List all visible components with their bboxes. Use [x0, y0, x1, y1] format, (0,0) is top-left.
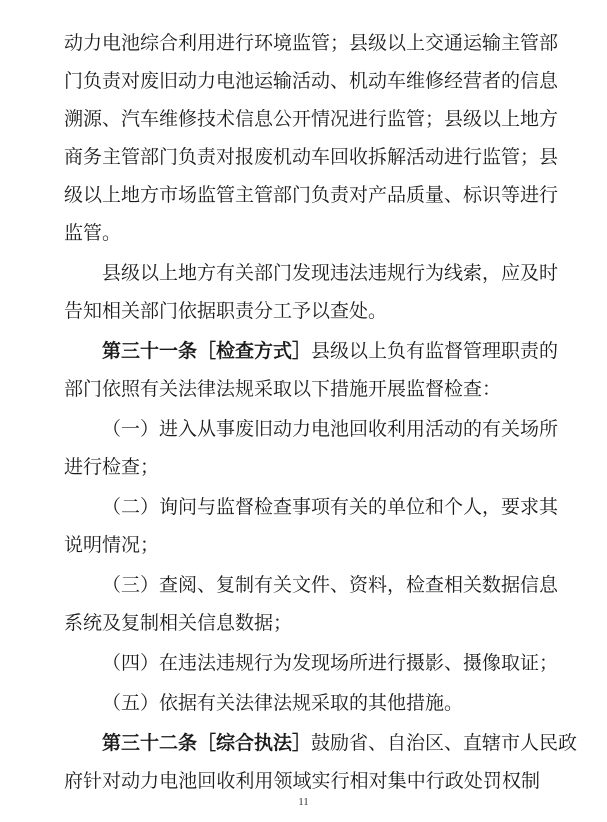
article-32-heading-line	[102, 726, 578, 760]
paragraph-line: 府针对动力电池回收利用领域实行相对集中行政处罚权制	[64, 770, 540, 792]
paragraph-line: 商务主管部门负责对报废机动车回收拆解活动进行监管；县	[64, 146, 559, 168]
list-item-line: 说明情况；	[64, 534, 160, 556]
list-item-line: （二）询问与监督检查事项有关的单位和个人，要求其	[102, 496, 559, 518]
article-32-title: 第三十二条［综合执法］	[102, 732, 312, 754]
paragraph-line: 溯源、汽车维修技术信息公开情况进行监管；县级以上地方	[64, 108, 559, 130]
list-item-line: （三）查阅、复制有关文件、资料，检查相关数据信息	[102, 574, 559, 596]
paragraph-line: 监管。	[64, 222, 122, 244]
paragraph-line: 县级以上地方有关部门发现违法违规行为线索，应及时	[102, 262, 559, 284]
article-31-heading-line	[102, 334, 559, 368]
list-item-line: 系统及复制相关信息数据；	[64, 612, 293, 634]
article-31-text: 县级以上负有监督管理职责的	[311, 340, 559, 362]
paragraph-line: 动力电池综合利用进行环境监管；县级以上交通运输主管部	[64, 32, 559, 54]
paragraph-line: 门负责对废旧动力电池运输活动、机动车维修经营者的信息	[64, 70, 559, 92]
paragraph-line: 告知相关部门依据职责分工予以查处。	[64, 300, 388, 322]
list-item-line: （四）在违法违规行为发现场所进行摄影、摄像取证；	[102, 652, 559, 674]
article-32-text: 鼓励省、自治区、直辖市人民政	[311, 732, 578, 754]
paragraph-line: 部门依照有关法律法规采取以下措施开展监督检查：	[64, 378, 502, 400]
list-item-line: （一）进入从事废旧动力电池回收利用活动的有关场所	[102, 418, 559, 440]
list-item-line: 进行检查；	[64, 456, 160, 478]
article-31-title: 第三十一条［检查方式］	[102, 340, 312, 362]
paragraph-line: 级以上地方市场监管主管部门负责对产品质量、标识等进行	[64, 184, 559, 206]
page-number: 11	[298, 796, 309, 808]
list-item-line: （五）依据有关法律法规采取的其他措施。	[102, 692, 464, 714]
